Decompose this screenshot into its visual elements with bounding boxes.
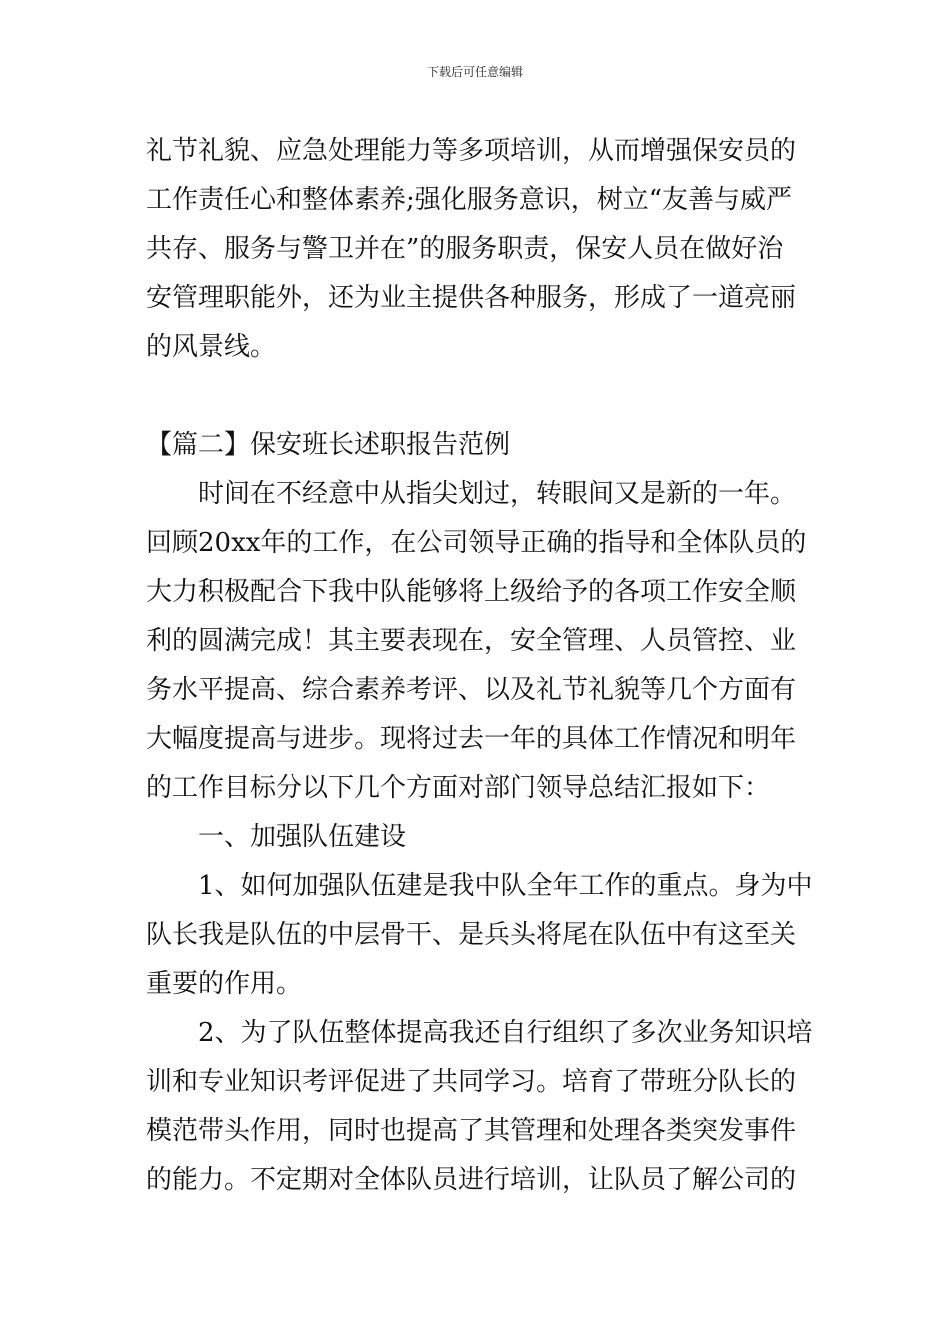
- text-line: 利的圆满完成！其主要表现在，安全管理、人员管控、业: [146, 626, 797, 656]
- text-line: 模范带头作用，同时也提高了其管理和处理各类突发事件: [146, 1116, 797, 1146]
- text-line: 2、为了队伍整体提高我还自行组织了多次业务知识培: [198, 1018, 813, 1048]
- text-line: 1、如何加强队伍建是我中队全年工作的重点。身为中: [198, 871, 813, 901]
- text-line: 的能力。不定期对全体队员进行培训，让队员了解公司的: [146, 1165, 797, 1195]
- text-line: 重要的作用。: [146, 969, 303, 999]
- document-body: [146, 127, 811, 1205]
- text-line: 训和专业知识考评促进了共同学习。培育了带班分队长的: [146, 1067, 797, 1097]
- text-line: 安管理职能外，还为业主提供各种服务，形成了一道亮丽: [146, 283, 797, 313]
- text-line: 的风景线。: [146, 332, 277, 362]
- page-header-note: 下载后可任意编辑: [426, 65, 523, 79]
- text-line: 工作责任心和整体素养;强化服务意识，树立“友善与威严: [146, 185, 793, 215]
- text-line: 礼节礼貌、应急处理能力等多项培训，从而增强保安员的: [146, 136, 797, 166]
- text-line: 务水平提高、综合素养考评、以及礼节礼貌等几个方面有: [146, 675, 797, 705]
- subsection-heading: 一、加强队伍建设: [198, 822, 407, 852]
- section-heading: 【篇二】保安班长述职报告范例: [146, 430, 511, 460]
- paragraph-gap: [146, 372, 811, 421]
- text-line: 队长我是队伍的中层骨干、是兵头将尾在队伍中有这至关: [146, 920, 797, 950]
- text-line: 大幅度提高与进步。现将过去一年的具体工作情况和明年: [146, 724, 797, 754]
- text-line: 回顾20xx年的工作，在公司领导正确的指导和全体队员的: [146, 528, 807, 558]
- text-line: 共存、服务与警卫并在”的服务职责，保安人员在做好治: [146, 234, 784, 264]
- text-line: 时间在不经意中从指尖划过，转眼间又是新的一年。: [198, 479, 797, 509]
- text-line: 的工作目标分以下几个方面对部门领导总结汇报如下：: [146, 773, 771, 803]
- text-line: 大力积极配合下我中队能够将上级给予的各项工作安全顺: [146, 577, 797, 607]
